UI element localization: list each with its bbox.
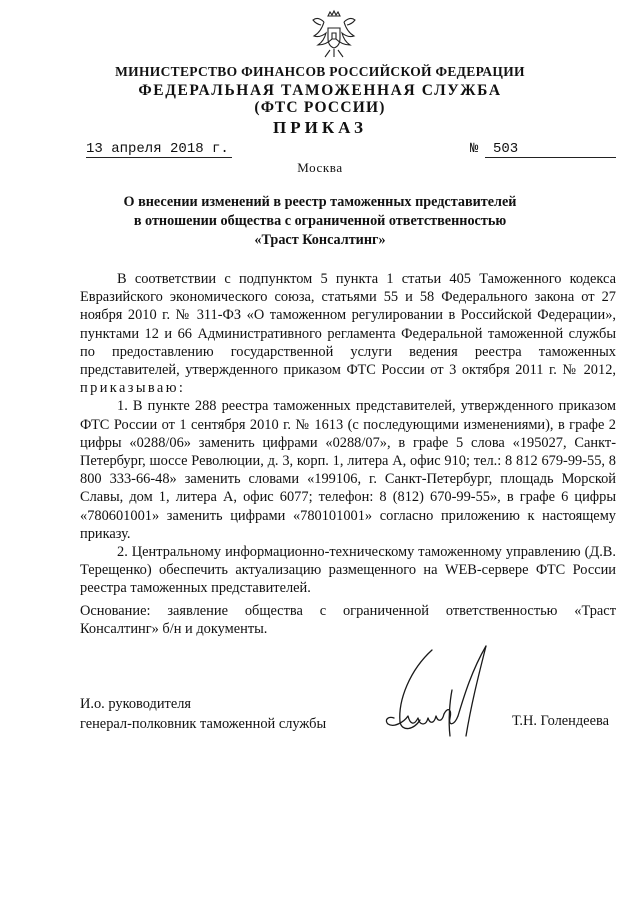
order-title [80,193,560,250]
order-verb: приказываю: [80,380,186,397]
city: Москва [297,160,343,175]
service-name: ФЕДЕРАЛЬНАЯ ТАМОЖЕННАЯ СЛУЖБА [138,82,502,99]
document-type: ПРИКАЗ [273,118,367,137]
title-line-2: в отношении общества с ограниченной ответственностью [133,213,507,229]
clause-2-paragraph: 2. Центральному информационно-техническому таможенному управлению (Д.В. Терещенко) обеспечить актуализацию размещенного на WEB-сервере ФТС России реестра таможенных представителей. [80,544,616,597]
russian-double-headed-eagle-emblem-icon [306,6,362,62]
title-line-3: «Траст Консалтинг» [254,232,386,248]
service-abbreviation: (ФТС РОССИИ) [254,99,386,116]
basis-paragraph: Основание: заявление общества с ограниченной ответственностью «Траст Консалтинг» б/н и документы. [80,603,616,638]
preamble-text: В соответствии с подпунктом 5 пункта 1 статьи 405 Таможенного кодекса Евразийского экономического союза, статьями 55 и 58 Федерального закона от 27 ноября 2010 г. № 311-ФЗ «О таможенном регулировании в Российской Федерации», пунктами 12 и 66 Административного регламента Федеральной таможенной службы по предоставлению государственной услуги ведения реестра таможенных представителей, утвержденного приказом ФТС России от 3 октября 2011 г. № 2012, [80,271,616,379]
signatory-name: Т.Н. Голендеева [512,713,609,729]
clause-1-paragraph: 1. В пункте 288 реестра таможенных представителей, утвержденного приказом ФТС России от 1 сентября 2010 г. № 1613 (с последующими изменениями), в графе 2 цифры «0288/06» заменить цифрами «0288/07», в графе 5 слова «195027, Санкт-Петербург, шоссе Революции, д. 3, корп. 1, литера А, офис 910; тел.: 8 812 679-99-55, 8 800 333-66-48» заменить словами «199106, г. Санкт-Петербург, площадь Морской Славы, дом 1, литера А, офис 6077; телефон: 8 (812) 670-99-55», в графе 6 цифры «780601001» заменить цифрами «780101001» согласно приложению к настоящему приказу. [80,398,616,542]
order-number: 503 [485,141,616,158]
order-body [80,270,616,598]
handwritten-signature [380,640,500,744]
signatory-position-line-1: И.о. руководителя [80,696,192,712]
order-number-sign: № [470,141,479,157]
title-line-1: О внесении изменений в реестр таможенных представителей [123,194,517,210]
preamble-paragraph [80,270,616,397]
signatory-position-line-2: генерал-полковник таможенной службы [80,716,327,732]
order-date: 13 апреля 2018 г. [86,141,232,158]
ministry-name: МИНИСТЕРСТВО ФИНАНСОВ РОССИЙСКОЙ ФЕДЕРАЦИИ [115,64,525,79]
signatory-position [80,694,326,734]
